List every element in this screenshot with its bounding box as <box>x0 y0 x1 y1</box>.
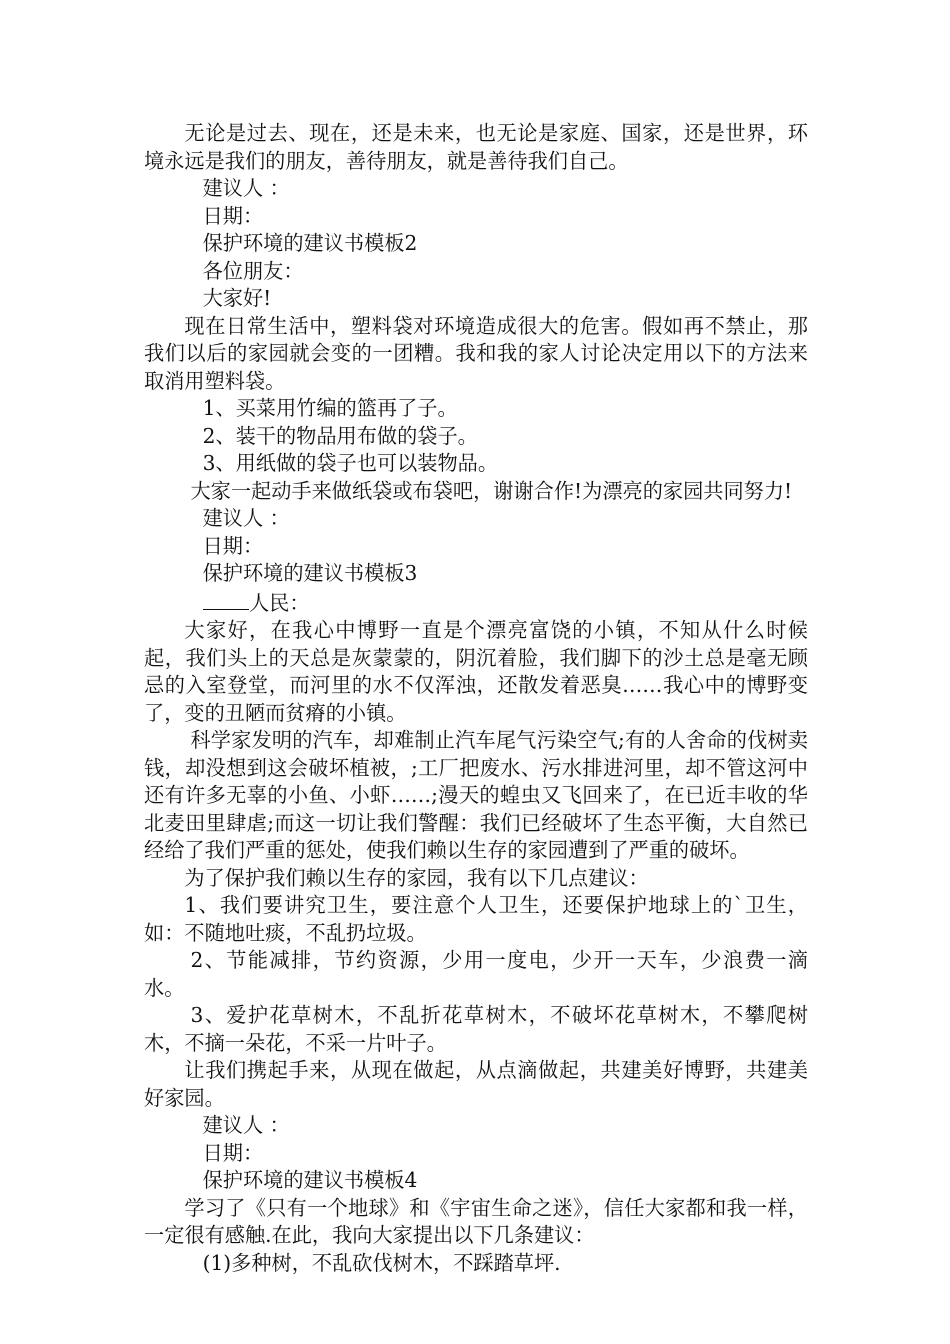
document-body <box>144 120 808 1277</box>
paragraph: 大家一起动手来做纸袋或布袋吧，谢谢合作!为漂亮的家园共同努力! <box>190 478 793 503</box>
paragraph: 科学家发明的汽车，却难制止汽车尾气污染空气;有的人舍命的伐树卖钱，却没想到这会破坏植被，;工厂把废水、污水排进河里，却不管这河中还有许多无辜的小鱼、小虾……;漫天的蝗虫又飞回来了，在已近丰收的华北麦田里肆虐;而这一切让我们警醒：我们已经破坏了生态平衡，大自然已经给了我们严重的惩处，使我们赖以生存的家园遭到了严重的破坏。 <box>144 728 808 863</box>
date-line: 日期： <box>202 1140 264 1165</box>
paragraph: 2、节能减排，节约资源，少用一度电，少开一天车，少浪费一滴水。 <box>144 948 808 1000</box>
section-title: 保护环境的建议书模板4 <box>202 1168 418 1193</box>
paragraph: 大家好，在我心中博野一直是个漂亮富饶的小镇，不知从什么时候起，我们头上的天总是灰蒙蒙的，阴沉着脸，我们脚下的沙土总是毫无顾忌的入室登堂，而河里的水不仅浑浊，还散发着恶臭……我心中的博野变了，变的丑陋而贫瘠的小镇。 <box>144 618 808 725</box>
section-title: 保护环境的建议书模板2 <box>202 231 418 255</box>
greeting: 大家好! <box>202 286 272 310</box>
list-item: 1、买菜用竹编的篮再了子。 <box>202 396 458 420</box>
paragraph: 让我们携起手来，从现在做起，从点滴做起，共建美好博野，共建美好家园。 <box>144 1058 808 1110</box>
paragraph: 1、我们要讲究卫生，要注意个人卫生，还要保护地球上的`卫生，如：不随地吐痰，不乱扔垃圾。 <box>144 893 808 945</box>
signer-line: 建议人 ： <box>202 176 290 200</box>
list-item: (1)多种树，不乱砍伐树木，不踩踏草坪. <box>202 1250 561 1275</box>
list-item: 3、用纸做的袋子也可以装物品。 <box>202 451 499 475</box>
section-title: 保护环境的建议书模板3 <box>202 561 418 585</box>
paragraph: 为了保护我们赖以生存的家园，我有以下几点建议： <box>184 865 649 890</box>
list-item: 2、装干的物品用布做的袋子。 <box>202 423 478 448</box>
paragraph: 学习了《只有一个地球》和《宇宙生命之迷》，信任大家都和我一样，一定很有感触.在此，我向大家提出以下几条建议： <box>144 1195 808 1248</box>
greeting-text: 人民： <box>249 590 310 615</box>
blank-underline <box>203 588 249 610</box>
date-line: 日期： <box>202 203 264 228</box>
signer-line: 建议人 ： <box>202 1113 290 1138</box>
paragraph: 无论是过去、现在，还是未来，也无论是家庭、国家，还是世界，环境永远是我们的朋友，善待朋友，就是善待我们自己。 <box>144 121 808 173</box>
paragraph: 3、爱护花草树木，不乱折花草树木，不破坏花草树木，不攀爬树木，不摘一朵花，不采一片叶子。 <box>144 1003 808 1055</box>
greeting <box>144 588 808 618</box>
signer-line: 建议人 ： <box>202 506 290 530</box>
greeting: 各位朋友： <box>202 258 304 283</box>
date-line: 日期： <box>202 533 264 558</box>
paragraph: 现在日常生活中，塑料袋对环境造成很大的危害。假如再不禁止，那我们以后的家园就会变的一团糟。我和我的家人讨论决定用以下的方法来取消用塑料袋。 <box>144 313 808 393</box>
